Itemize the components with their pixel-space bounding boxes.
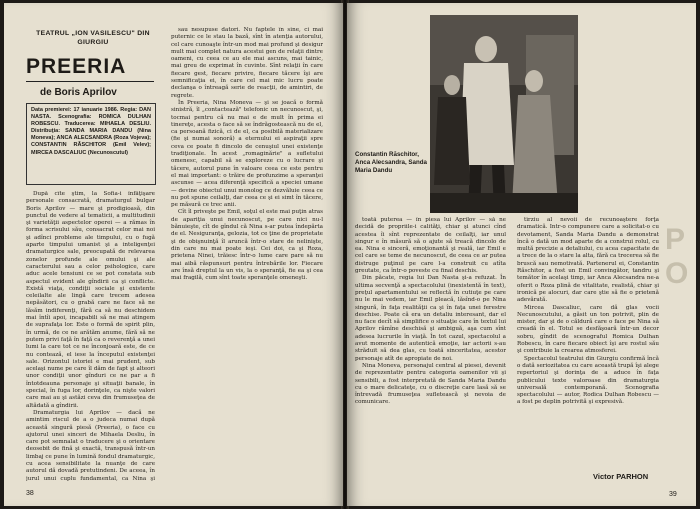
production-photo [430, 15, 578, 213]
play-title: PREERIA [26, 56, 127, 78]
title-rule [26, 81, 154, 82]
page-number-left: 38 [26, 490, 34, 497]
credits-text: Data premierei: 17 ianuarie 1986. Regia: DAN NASTA. Scenografia: ROMICA DULHAN ROBESCU. Traducerea: MIHAELA DESLIU. Distribuţia: SANDA MARIA DANDU (Nina Moneva); ANCA ALECSANDRA (Roza Vojeva); CONSTANTIN RĂSCHITOR (Emil Velev); MIRCEA DASCALIUC (Necunoscutul) [31, 107, 151, 156]
right-column-2 [517, 217, 659, 465]
left-column-2 [171, 27, 323, 483]
page-number-right: 39 [669, 491, 677, 498]
credits-box [26, 103, 156, 185]
paragraph: sau nesupuse datori. Nu faptele în sine, ci mai puternic ce le stau la bază, sînt în atenţia autorului, cel care cunoaşte într-un mod mai profund şi desigur mult mai complet natura acestui gen de relaţii dintre oameni, cu ceea ce au ele mai ascuns, mai tainic, mai greu de exprimat în cuvinte. Sînt relaţii în care fiecare gest, fiecare privire, fiecare tăcere îşi are semnificaţia ei, în care cel mai mic lucru poate declanşa o întreagă serie de reacţii, de amintiri, de regrete. [171, 27, 323, 99]
paragraph: În Preeria, Nina Moneva — şi se joacă o formă sinistră, îl „contactează" telefonic un necunoscut, şi, tocmai pentru că nu mai e de mult în prima ei tinereţe, acesta o face să se îndrăgostească nu de el, ca persoană fizică, ci de el, ca posibilă materializare (fie şi numai sonoră) a eternului ei aspiraţii spre ceva ce poate fi dincolo de cenuşiul unei existenţe tradiţionale. În acest „romaginărie" a sufletului omenesc, capabil să se exploreze cu o lucrare şi tăcere, autorul pune în valoare ceea ce este pentru el mai important: o trăire de profunzime a speranţei ascunse — acea diferenţă specifică a speciei umane — devine obiectul unui monolog ce dezvăluie ceea ce nu pot spune ceilalţi, dar ceea ce şi ei simt în tăcere, pe măsură ce trec anii. [171, 99, 323, 209]
photo-illustration [430, 15, 578, 213]
paragraph: După cîte ştim, la Sofia-i înfăţişare personale consacrată, dramaturgul bulgar Boris Aprilov — mare şi prodigioasă, din punctul de vedere al tematicii, a multitudinii şi varietăţii aspectelor operei — a rămas în forma scrisului său, consacrat celor mai noi şi adînci probleme ale timpului, cu o fugă aparte timpului umanist şi a inteligenţei dramaturgice sale, preocupată de relevarea zonelor profunde ale omului şi ale caracterului sau a celor psihologice, care aduc acele tensiuni ce se pot constata sub aspectul evident ale gîndirii ca şi conflicte. Există viaţa, condiţii sociale şi existente celeilalte ale lingă care trecem adesea nepăsători, cu o grabă care ne face să ne lăsăm indiferenţi, fără ca să nu deschidem mai întîi apoi, incapabili să ne mai atingem de suprafaţa lor. Este o formă de spirit plin, în urmă, de ce ne arătăm anume, fără să ne putem privi faţă în faţă ca o reverenţă a unei lumi la care tot ce ne înconjoară este, de ce nu contează, el iese la începutul existenţei sale. Orizontul istoriei e mai prudent, sub acelaşi nume pe care îl dăm de fapt şi alteori unor condiţii unor gînduri ce ne par a fi întotdeauna personaje şi situaţii banale, în special, în fuga lor, dorinţele, ca nişte valori care mai au şi astăzi ceva din frumuseţea de altădată a gîndirii. [26, 191, 155, 409]
paragraph: Din păcate, regia lui Dan Nasta şi-a refuzat. În ultima secvenţă a spectacolului (inexistentă în text), preţul apartamentului se reflectă în cutiuţe pe care nu le mai vedem, iar Emil pleacă, lăsînd-o pe Nina singură, în faţa realităţii ca şi în faţa unei ferestre deschise. Poate că era un detaliu interesant, dar el nu face decît să simplifice o situaţie care în textul lui Aprilov rămîne deschisă şi ambiguă, aşa cum sînt adesea lucrurile în viaţă. În tot cazul, spectacolul a avut momente de autentică emoţie, iar actorii s-au străduit să dea glas, cu toată sinceritatea, acestor personaje atît de apropiate de noi. [355, 275, 506, 362]
page-edge-letters: PO [665, 223, 691, 290]
theatre-name: TEATRUL „ION VASILESCU" DIN GIURGIU [36, 30, 150, 46]
photo-caption: Constantin Răschitor, Anca Alecsandra, Sanda Maria Dandu [355, 151, 427, 174]
author-line: de Boris Aprilov [40, 87, 117, 98]
right-page [347, 3, 696, 506]
paragraph: Cît îl priveşte pe Emil, soţul el este mai puţin atras de apariţia unui necunoscut, pe care nici nu-l bănuieşte, cît de gîndul că Nina s-ar putea îndepărta de el. Nesiguranţa, gelozia, tot ce ţine de proprietate şi de obişnuinţă îl aruncă într-o stare de nelinişte, din care nu mai poate ieşi. Cei doi, ca şi Roza, prietena Ninei, trăiesc într-o lume care pare să nu mai aibă răspunsuri pentru întrebările lor. Fiecare are însă dreptul la un vis, la o speranţă, fie ea şi cea mai fragilă, cum sînt toate speranţele omeneşti. [171, 209, 323, 282]
paragraph: Dramaturgia lui Aprilov — dacă ne amintim riscul de a o judeca numai după această singură piesă (Preeria), o face cu ajutorul unei sinceri de Mihaela Desliu, în care pot semnalat o traducere şi o orientare deosebit de fină şi exactă, transpusă într-un limbaj ce pune în lumină fondul dramaturgic, cu acea sensibilitate la nuanţe de care autorul dă dovadă pretutindeni. De aceea, în jurul unui cuplu fundamental, ca Nina şi [26, 409, 155, 481]
left-column-1 [26, 191, 155, 481]
paragraph: toată puterea — în piesa lui Aprilov — să ne decidă de propriile-i calităţi, chiar şi atunci cînd acestea îi sînt reprezentate de ceilalţi, iar unul singur e în măsură să o ajute să treacă dincolo de ea. Nina e sinceră, emoţionantă şi reală, iar Emil e cel care se teme de necunoscut, de ceea ce ar putea distruge puţinul pe care l-a construit cu atîta greutate, ca într-o poveste cu final deschis. [355, 217, 506, 275]
left-page [4, 3, 343, 506]
author-signature: Victor PARHON [593, 472, 649, 481]
right-column-1 [355, 217, 506, 497]
paragraph: Mircea Dascaliuc, care dă glas vocii Necunoscutului, a găsit un ton potrivit, plin de mister, dar şi de o căldură care o face pe Nina să creadă în el. Totul se desfăşoară într-un decor sobru, gîndit de scenograful Romica Dulhan Robescu, în care fiecare obiect îşi are rostul său şi contribuie la crearea atmosferei. [517, 304, 659, 355]
paragraph: Nina Moneva, personajul central al piesei, devenit de reprezentativ pentru categoria oamenilor vii şi sensibili, a fost interpretată de Sanda Maria Dandu cu o mare delicateţe, cu o discreţie care lasă să se întrevadă frumuseţea sufletească şi nevoia de comunicare. [355, 362, 506, 406]
paragraph: tîrziu al nevoii de recunoaştere forţa dramatică. Intr-o compunere care a solicitat-o cu devotament, Sanda Maria Dandu a demonstrat încă o dată un mod aparte de a construi rolul, cu multă precizie a detaliului, cu acea capacitate de a trece de la o stare la alta, fără ca trecerea să fie bruscă sau nemotivată. Partenerul ei, Constantin Răschitor, a fost un Emil convingător, tandru şi temător în acelaşi timp, iar Anca Alecsandra ne-a oferit o Roza plină de vitalitate, realistă, chiar şi ironică pe alocuri, dar care ştie să fie o prietenă adevărată. [517, 217, 659, 304]
paragraph: Spectacolul teatrului din Giurgiu confirmă încă o dată seriozitatea cu care această trupă îşi alege repertoriul şi dorinţa de a aduce în faţa publicului texte valoroase din dramaturgia universală contemporană. Scenografia spectacolului — autor, Rodica Dulhan Robescu — a fost pe deplin potrivită şi expresivă. [517, 355, 659, 406]
